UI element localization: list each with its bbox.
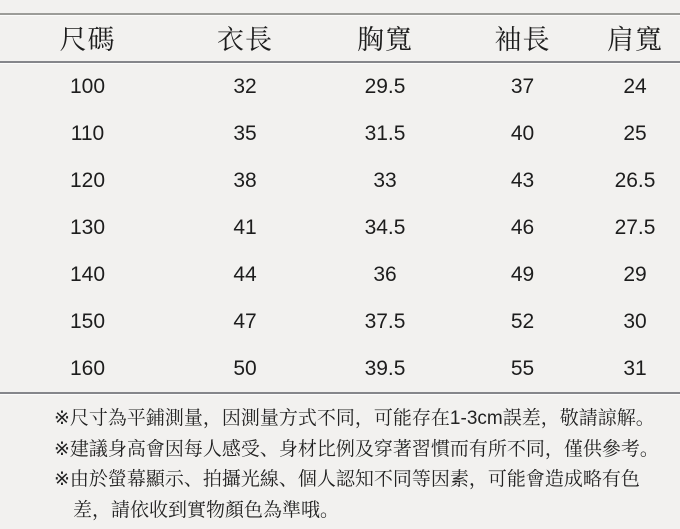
cell-chest: 34.5 [364, 215, 406, 239]
cell-length: 50 [233, 356, 257, 380]
cell-size: 140 [69, 262, 106, 286]
cell-shoulder: 31 [623, 356, 647, 380]
column-header-sleeve: 袖長 [494, 25, 551, 55]
cell-chest: 37.5 [364, 309, 406, 333]
table-row [0, 110, 680, 157]
column-header-chest: 胸寬 [357, 25, 413, 55]
cell-length: 47 [233, 309, 257, 333]
note-line: ※尺寸為平鋪測量，因測量方式不同，可能存在1-3cm誤差，敬請諒解。 [54, 408, 655, 429]
cell-chest: 36 [373, 262, 397, 286]
cell-sleeve: 43 [510, 168, 535, 192]
cell-sleeve: 49 [510, 262, 535, 286]
note-line: ※建議身高會因每人感受、身材比例及穿著習慣而有所不同，僅供參考。 [54, 438, 659, 460]
cell-size: 130 [69, 215, 106, 239]
size-table-body [0, 63, 680, 392]
cell-sleeve: 37 [510, 74, 535, 98]
table-row [0, 345, 680, 392]
cell-shoulder: 26.5 [614, 168, 656, 192]
table-row [0, 204, 680, 251]
cell-chest: 29.5 [364, 74, 406, 98]
column-header-size: 尺碼 [59, 25, 116, 55]
cell-size: 120 [69, 168, 106, 192]
note-line: ※由於螢幕顯示、拍攝光線、個人認知不同等因素，可能會造成略有色 [54, 469, 640, 490]
cell-chest: 33 [373, 168, 397, 192]
column-header-shoulder: 肩寬 [607, 25, 663, 55]
cell-length: 32 [233, 74, 257, 98]
cell-length: 41 [233, 215, 257, 239]
table-row [0, 298, 680, 345]
table-row [0, 251, 680, 298]
cell-shoulder: 30 [623, 309, 647, 333]
cell-size: 160 [69, 356, 106, 380]
cell-length: 35 [233, 121, 257, 145]
size-table-header-row [0, 14, 680, 61]
table-row [0, 63, 680, 110]
cell-chest: 31.5 [364, 121, 406, 145]
note-line: 差，請依收到實物顏色為準哦。 [73, 499, 340, 521]
table-row [0, 157, 680, 204]
notes-section [0, 394, 680, 526]
cell-shoulder: 27.5 [614, 215, 656, 239]
cell-shoulder: 25 [623, 121, 647, 145]
column-header-length: 衣長 [217, 25, 273, 55]
cell-size: 100 [69, 74, 106, 98]
cell-sleeve: 46 [510, 215, 535, 239]
cell-sleeve: 55 [510, 356, 535, 380]
cell-size: 110 [70, 121, 105, 145]
cell-size: 150 [69, 309, 106, 333]
cell-sleeve: 52 [510, 309, 535, 333]
cell-chest: 39.5 [364, 356, 406, 380]
cell-sleeve: 40 [510, 121, 535, 145]
cell-length: 38 [233, 168, 257, 192]
cell-length: 44 [233, 262, 257, 286]
cell-shoulder: 29 [623, 262, 647, 286]
cell-shoulder: 24 [623, 74, 647, 98]
